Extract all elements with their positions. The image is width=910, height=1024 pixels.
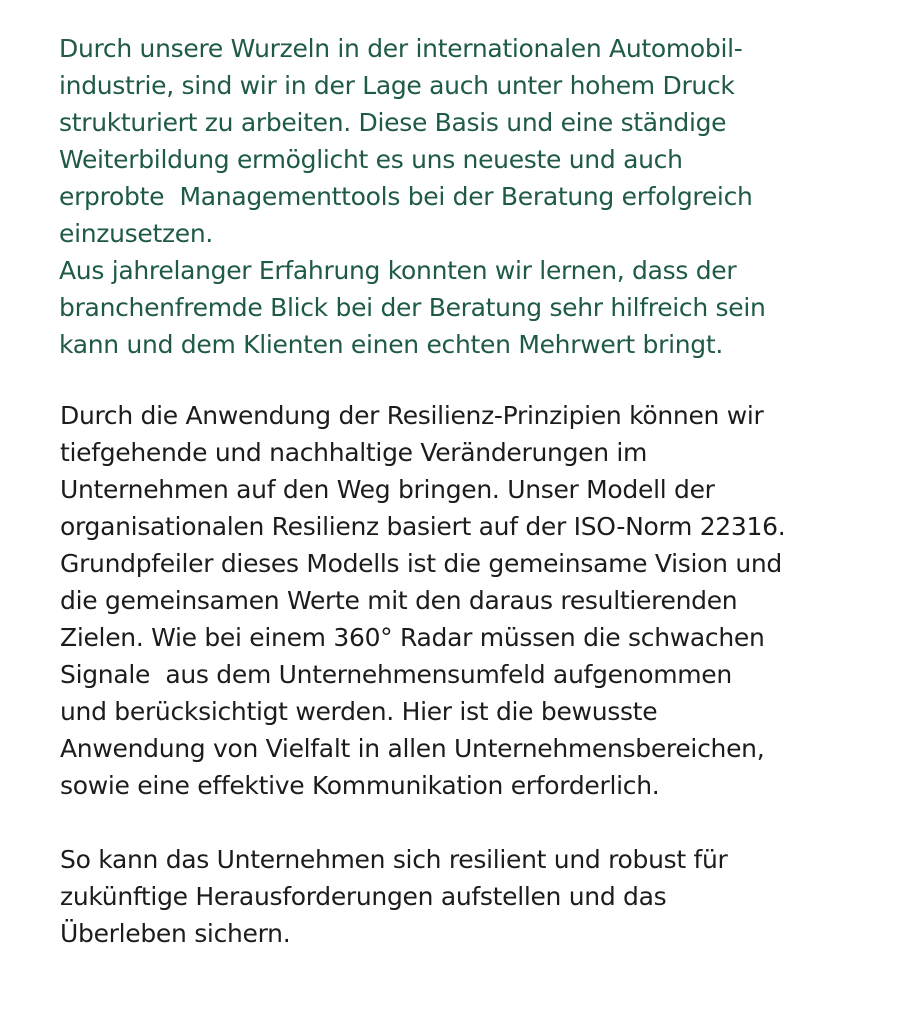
resilience-line: Durch die Anwendung der Resilienz-Prinzipien können wir (60, 401, 764, 430)
intro-line: kann und dem Klienten einen echten Mehrwert bringt. (59, 330, 724, 359)
resilience-line: die gemeinsamen Werte mit den daraus resultierenden (60, 586, 738, 615)
intro-line: Weiterbildung ermöglicht es uns neueste und auch (59, 145, 683, 174)
resilience-line: Unternehmen auf den Weg bringen. Unser Modell der (60, 475, 715, 504)
conclusion-line: zukünftige Herausforderungen aufstellen und das (60, 882, 667, 911)
resilience-line: tiefgehende und nachhaltige Veränderungen im (60, 438, 648, 467)
intro-line: einzusetzen. (59, 219, 214, 248)
resilience-line: Zielen. Wie bei einem 360° Radar müssen die schwachen (60, 623, 765, 652)
intro-line: erprobte Managementtools bei der Beratung erfolgreich (59, 182, 753, 211)
resilience-paragraph (60, 397, 910, 804)
intro-line: strukturiert zu arbeiten. Diese Basis und eine ständige (59, 108, 727, 137)
conclusion-line: So kann das Unternehmen sich resilient und robust für (60, 845, 728, 874)
intro-paragraph (59, 30, 910, 363)
intro-line: Aus jahrelanger Erfahrung konnten wir lernen, dass der (59, 256, 737, 285)
resilience-line: Grundpfeiler dieses Modells ist die gemeinsame Vision und (60, 549, 782, 578)
intro-line: branchenfremde Blick bei der Beratung sehr hilfreich sein (59, 293, 766, 322)
resilience-line: und berücksichtigt werden. Hier ist die bewusste (60, 697, 658, 726)
conclusion-paragraph (60, 841, 910, 952)
resilience-line: Anwendung von Vielfalt in allen Unternehmensbereichen, (60, 734, 765, 763)
intro-line: industrie, sind wir in der Lage auch unter hohem Druck (59, 71, 735, 100)
resilience-line: sowie eine effektive Kommunikation erforderlich. (60, 771, 660, 800)
conclusion-line: Überleben sichern. (60, 919, 291, 948)
resilience-line: organisationalen Resilienz basiert auf der ISO-Norm 22316. (60, 512, 786, 541)
intro-line: Durch unsere Wurzeln in der internationalen Automobil- (59, 34, 743, 63)
resilience-line: Signale aus dem Unternehmensumfeld aufgenommen (60, 660, 732, 689)
